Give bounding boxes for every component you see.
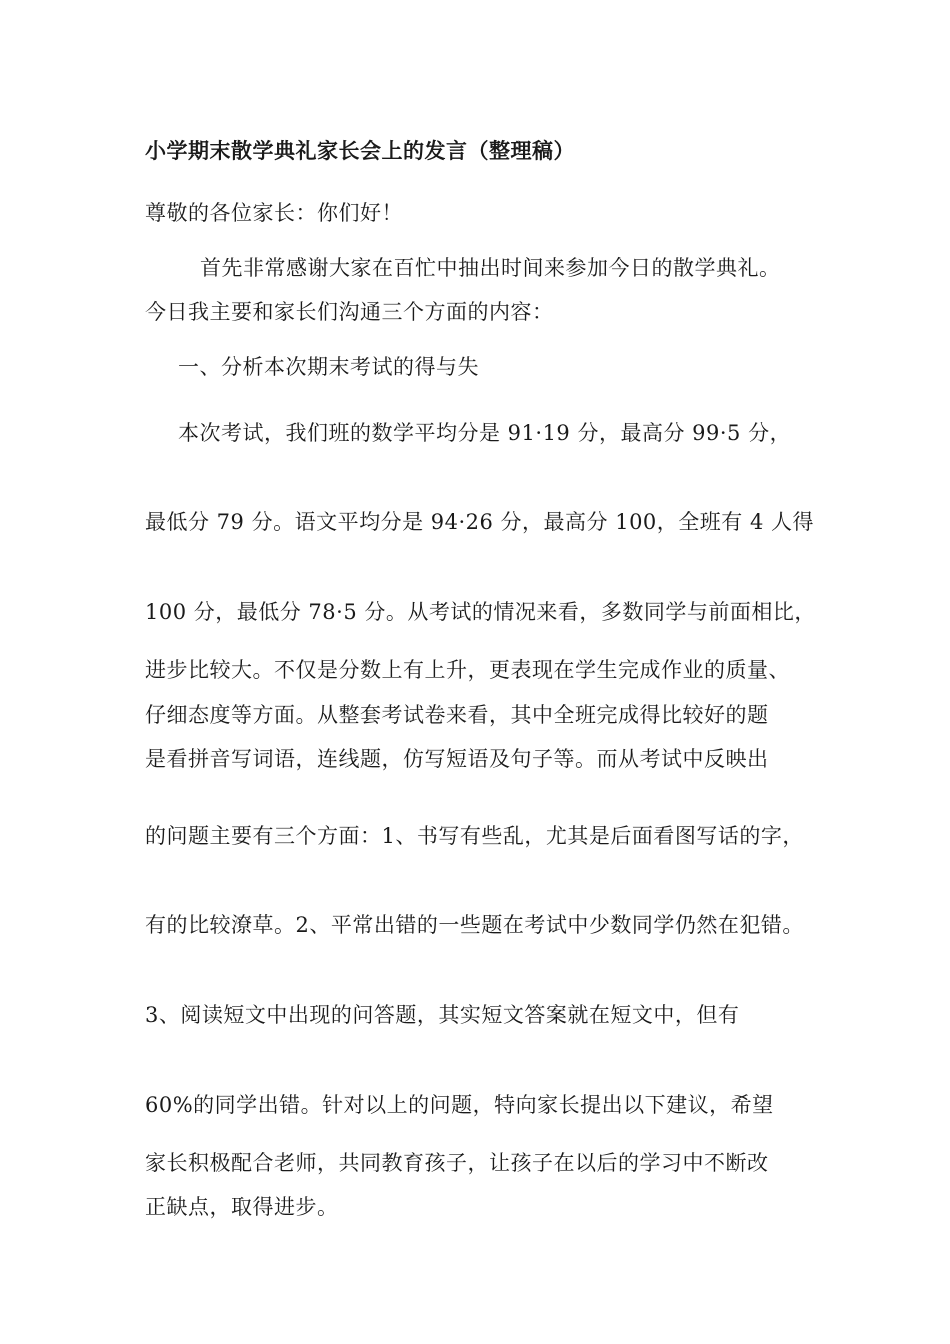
text-line: 100 分，最低分 78·5 分。从考试的情况来看，多数同学与前面相比，	[145, 600, 816, 624]
text-line: 家长积极配合老师，共同教育孩子，让孩子在以后的学习中不断改	[145, 1151, 769, 1175]
section-heading: 一、分析本次期末考试的得与失	[178, 355, 479, 379]
text-line: 今日我主要和家长们沟通三个方面的内容：	[145, 300, 554, 324]
text-line: 60%的同学出错。针对以上的问题，特向家长提出以下建议，希望	[145, 1093, 774, 1117]
text-line: 正缺点，取得进步。	[145, 1195, 339, 1219]
text-line: 3、阅读短文中出现的问答题，其实短文答案就在短文中，但有	[145, 1003, 740, 1027]
text-line: 有的比较潦草。2、平常出错的一些题在考试中少数同学仍然在犯错。	[145, 913, 804, 937]
text-line: 进步比较大。不仅是分数上有上升，更表现在学生完成作业的质量、	[145, 658, 790, 682]
document-title: 小学期末散学典礼家长会上的发言（整理稿）	[145, 139, 575, 163]
text-line: 首先非常感谢大家在百忙中抽出时间来参加今日的散学典礼。	[200, 256, 781, 280]
text-line: 的问题主要有三个方面：1、书写有些乱，尤其是后面看图写话的字，	[145, 824, 804, 848]
text-line: 仔细态度等方面。从整套考试卷来看，其中全班完成得比较好的题	[145, 703, 769, 727]
text-line: 最低分 79 分。语文平均分是 94·26 分，最高分 100，全班有 4 人得	[145, 510, 815, 534]
text-line: 本次考试，我们班的数学平均分是 91·19 分，最高分 99·5 分，	[178, 421, 792, 445]
text-line: 是看拼音写词语，连线题，仿写短语及句子等。而从考试中反映出	[145, 747, 769, 771]
greeting-line: 尊敬的各位家长：你们好！	[145, 201, 403, 225]
